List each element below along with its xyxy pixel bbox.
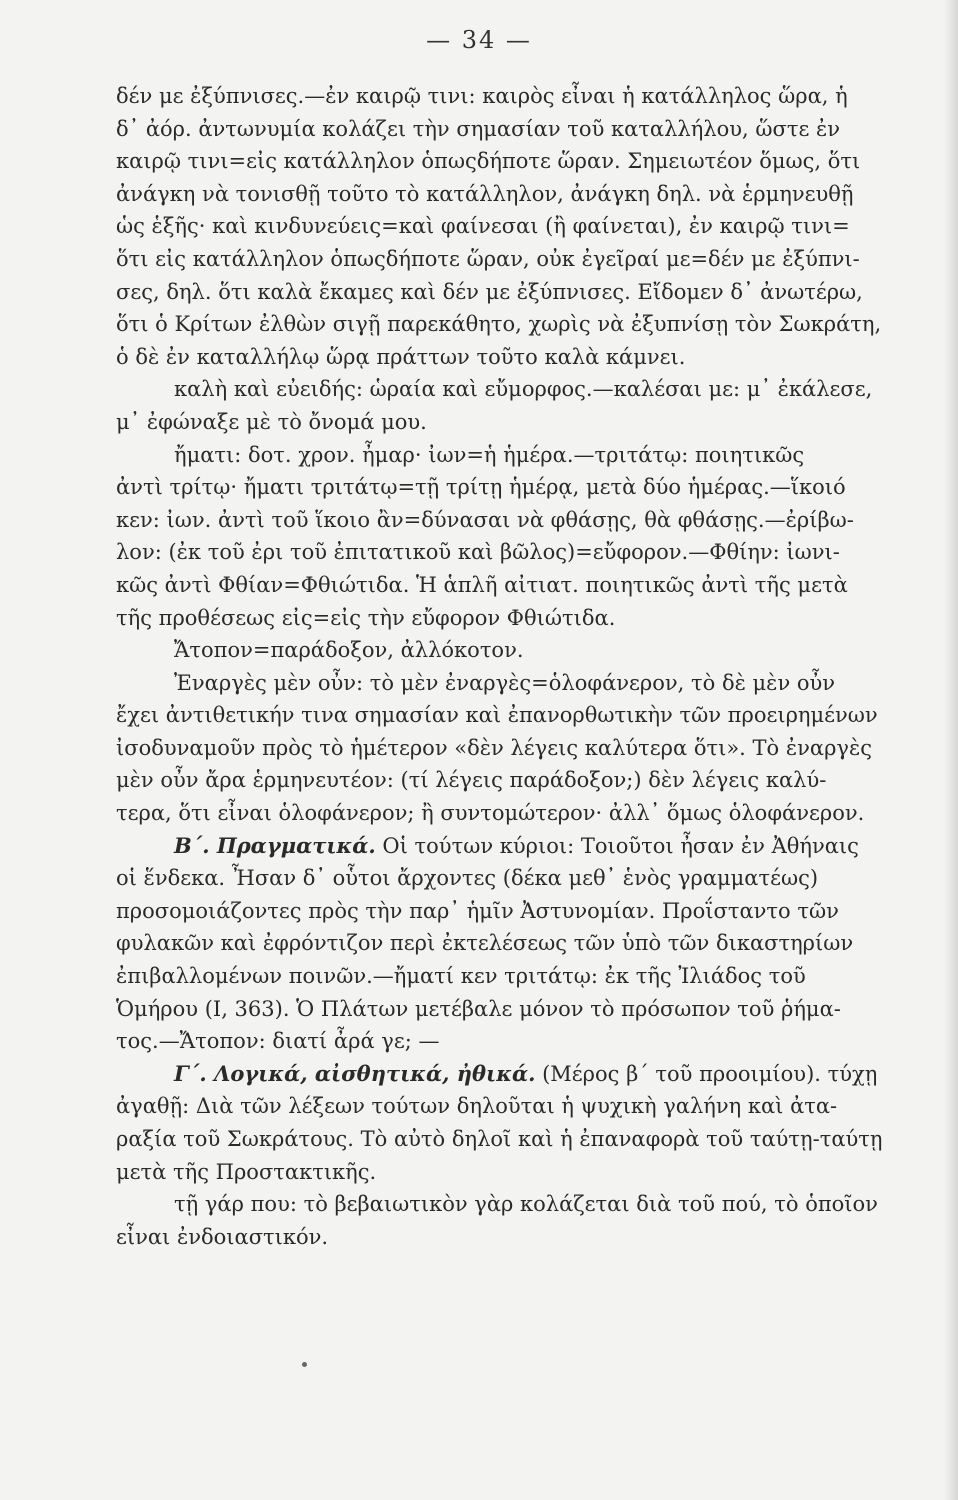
text-line	[116, 569, 936, 602]
text-line	[116, 1123, 936, 1156]
text-line	[116, 536, 936, 569]
line-text: τῇ γάρ που: τὸ βεβαιωτικὸν γὰρ κολάζεται διὰ τοῦ πού, τὸ ὁποῖον	[174, 1192, 878, 1217]
line-text: δ᾽ ἀόρ. ἀντωνυμία κολάζει τὴν σημασίαν τοῦ καταλλήλου, ὥστε ἐν	[116, 116, 841, 141]
text-line	[116, 862, 936, 895]
line-text: ὅτι εἰς κατάλληλον ὁπωςδήποτε ὥραν, οὐκ ἐγεῖραί με=δέν με ἐξύπνι-	[116, 246, 860, 271]
text-line	[116, 439, 936, 472]
line-text: Οἱ τούτων κύριοι: Τοιοῦτοι ἦσαν ἐν Ἀθήναις	[375, 833, 859, 858]
line-text: ἀγαθῇ: Διὰ τῶν λέξεων τούτων δηλοῦται ἡ ψυχικὴ γαλήνη καὶ ἀτα-	[116, 1094, 838, 1119]
text-line	[116, 667, 936, 700]
text-line	[116, 1188, 936, 1221]
text-line	[116, 797, 936, 830]
ink-speck	[302, 1362, 307, 1367]
line-text: ἰσοδυναμοῦν πρὸς τὸ ἡμέτερον «δὲν λέγεις καλύτερα ὅτι». Τὸ ἐναργὲς	[116, 735, 872, 760]
text-line	[116, 993, 936, 1026]
text-line	[116, 927, 936, 960]
line-text: τερα, ὅτι εἶναι ὁλοφάνερον; ἢ συντομώτερον· ἀλλ᾽ ὅμως ὁλοφάνερον.	[116, 801, 865, 826]
line-text: εἶναι ἐνδοιαστικόν.	[116, 1224, 329, 1249]
line-text: καιρῷ τινι=εἰς κατάλληλον ὁπωςδήποτε ὥραν. Σημειωτέον ὅμως, ὅτι	[116, 149, 861, 174]
text-line	[116, 960, 936, 993]
line-text: καλὴ καὶ εὐειδής: ὡραία καὶ εὔμορφος.—καλέσαι με: μ᾽ ἐκάλεσε,	[174, 377, 873, 402]
line-text: μετὰ τῆς Προστακτικῆς.	[116, 1159, 377, 1184]
line-text: μὲν οὖν ἄρα ἑρμηνευτέον: (τί λέγεις παράδοξον;) δὲν λέγεις καλύ-	[116, 768, 827, 793]
line-text: ἀνάγκη νὰ τονισθῇ τοῦτο τὸ κατάλληλον, ἀνάγκη δηλ. νὰ ἑρμηνευθῇ	[116, 181, 854, 206]
text-line	[116, 80, 936, 113]
line-text: Ἄτοπον=παράδοξον, ἀλλόκοτον.	[174, 638, 524, 663]
line-text: ἐπιβαλλομένων ποινῶν.—ἤματί κεν τριτάτῳ: ἐκ τῆς Ἰλιάδος τοῦ	[116, 964, 806, 989]
text-line	[116, 764, 936, 797]
line-text: μ᾽ ἐφώναξε μὲ τὸ ὄνομά μου.	[116, 409, 427, 434]
text-line	[116, 1025, 936, 1058]
line-text: ραξία τοῦ Σωκράτους. Τὸ αὐτὸ δηλοῖ καὶ ἡ ἐπαναφορὰ τοῦ ταύτῃ-ταύτῃ	[116, 1127, 883, 1151]
line-text: δέν με ἐξύπνισες.—ἐν καιρῷ τινι: καιρὸς εἶναι ἡ κατάλληλος ὥρα, ἡ	[116, 84, 848, 108]
text-line	[116, 406, 936, 439]
text-line	[116, 699, 936, 732]
text-line	[116, 113, 936, 146]
line-text: Ὁμήρου (Ι, 363). Ὁ Πλάτων μετέβαλε μόνον τὸ πρόσωπον τοῦ ῥήμα-	[116, 996, 841, 1021]
text-line	[116, 178, 936, 211]
line-text: (Μέρος β΄ τοῦ προοιμίου). τύχῃ	[535, 1061, 878, 1086]
line-text: σες, δηλ. ὅτι καλὰ ἔκαμες καὶ δέν με ἐξύπνισες. Εἴδομεν δ᾽ ἀνωτέρω,	[116, 279, 863, 304]
line-text: τος.—Ἄτοπον: διατί ἆρά γε; —	[116, 1029, 440, 1054]
text-line	[116, 210, 936, 243]
text-line	[116, 243, 936, 276]
text-line	[116, 276, 936, 309]
text-line	[116, 830, 936, 863]
text-line	[116, 504, 936, 537]
section-heading: Γ΄. Λογικά, αἰσθητικά, ἠθικά.	[174, 1060, 536, 1086]
text-line	[116, 1090, 936, 1123]
text-line	[116, 145, 936, 178]
commentary-text	[116, 80, 936, 1253]
line-text: ὡς ἑξῆς· καὶ κινδυνεύεις=καὶ φαίνεσαι (ἢ φαίνεται), ἐν καιρῷ τινι=	[116, 214, 850, 239]
text-line	[116, 602, 936, 635]
line-text: τῆς προθέσεως εἰς=εἰς τὴν εὔφορον Φθιώτιδα.	[116, 605, 616, 630]
text-line	[116, 471, 936, 504]
line-text: ἤματι: δοτ. χρον. ἦμαρ· ἰων=ἡ ἡμέρα.—τριτάτῳ: ποιητικῶς	[174, 442, 805, 467]
line-text: φυλακῶν καὶ ἐφρόντιζον περὶ ἐκτελέσεως τῶν ὑπὸ τῶν δικαστηρίων	[116, 931, 854, 956]
text-line	[116, 373, 936, 406]
page-number: — 34 —	[426, 26, 532, 54]
text-line	[116, 1221, 936, 1254]
line-text: Ἐναργὲς μὲν οὖν: τὸ μὲν ἐναργὲς=ὁλοφάνερον, τὸ δὲ μὲν οὖν	[174, 670, 836, 695]
line-text: ὁ δὲ ἐν καταλλήλῳ ὥρᾳ πράττων τοῦτο καλὰ κάμνει.	[116, 344, 686, 369]
section-heading: Β΄. Πραγματικά.	[174, 832, 376, 858]
line-text: κῶς ἀντὶ Φθίαν=Φθιώτιδα. Ἡ ἁπλῆ αἰτιατ. ποιητικῶς ἀντὶ τῆς μετὰ	[116, 572, 848, 597]
text-line	[116, 732, 936, 765]
text-line	[116, 895, 936, 928]
text-line	[116, 634, 936, 667]
line-text: ἔχει ἀντιθετικήν τινα σημασίαν καὶ ἐπανορθωτικὴν τῶν προειρημένων	[116, 703, 878, 728]
page-edge-shadow	[944, 0, 958, 1500]
line-text: ὅτι ὁ Κρίτων ἐλθὼν σιγῇ παρεκάθητο, χωρὶς νὰ ἐξυπνίσῃ τὸν Σωκράτη,	[116, 312, 882, 337]
text-line	[116, 341, 936, 374]
text-line	[116, 1156, 936, 1189]
text-line	[116, 1058, 936, 1091]
line-text: λον: (ἐκ τοῦ ἐρι τοῦ ἐπιτατικοῦ καὶ βῶλος)=εὔφορον.—Φθίην: ἰωνι-	[116, 540, 840, 565]
text-line	[116, 308, 936, 341]
line-text: οἱ ἕνδεκα. Ἦσαν δ᾽ οὗτοι ἄρχοντες (δέκα μεθ᾽ ἑνὸς γραμματέως)	[116, 866, 819, 891]
line-text: ἀντὶ τρίτῳ· ἤματι τριτάτῳ=τῇ τρίτῃ ἡμέρᾳ, μετὰ δύο ἡμέρας.—ἵκοιό	[116, 475, 846, 500]
line-text: κεν: ἰων. ἀντὶ τοῦ ἵκοιο ἂν=δύνασαι νὰ φθάσῃς, θὰ φθάσῃς.—ἐρίβω-	[116, 507, 854, 532]
line-text: προσομοιάζοντες πρὸς τὴν παρ᾽ ἡμῖν Ἀστυνομίαν. Προΐσταντο τῶν	[116, 898, 839, 923]
